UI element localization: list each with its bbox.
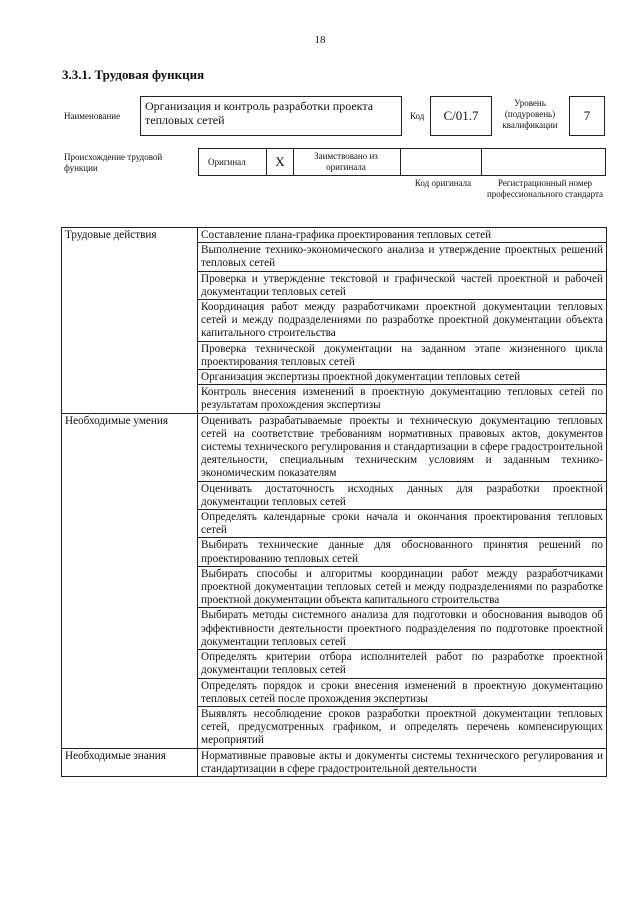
- level-value-box: [569, 96, 605, 136]
- section-item: Контроль внесения изменений в проектную документацию тепловых сетей по результатам прохождения экспертизы: [198, 385, 607, 413]
- name-label: Наименование: [64, 111, 121, 121]
- table-row: [62, 748, 607, 776]
- qualification-level: 7: [583, 108, 591, 123]
- section-item: Проверка и утверждение текстовой и графической частей проектной и рабочей документации тепловых сетей: [198, 271, 607, 299]
- section-title: Необходимые умения: [62, 413, 198, 748]
- code-original-label: Код оригинала: [414, 178, 472, 188]
- section-item: Выбирать способы и алгоритмы координации работ между разработчиками проектной документации тепловых сетей и между подразделениями по разработке проектной документации объекта капитального строительства: [198, 566, 607, 608]
- name-value-box: [140, 96, 402, 136]
- section-item: Определять календарные сроки начала и окончания проектирования тепловых сетей: [198, 510, 607, 538]
- section-title: Необходимые знания: [62, 748, 198, 776]
- borrowed-label: Заимствовано из оригинала: [314, 151, 378, 172]
- function-name: Организация и контроль разработки проекта тепловых сетей: [145, 99, 374, 127]
- section-item: Проверка технической документации на заданном этапе жизненного цикла проектирования тепловых сетей: [198, 341, 607, 369]
- original-mark: X: [275, 154, 285, 169]
- section-item: Выбирать методы системного анализа для подготовки и обоснования выводов об эффективности деятельности проектного подразделения по подготовке проектной документации тепловых сетей: [198, 608, 607, 650]
- reg-number-label: Регистрационный номер профессионального стандарта: [486, 178, 604, 199]
- section-item: Определять порядок и сроки внесения изменений в проектную документацию тепловых сетей после прохождения экспертизы: [198, 678, 607, 706]
- code-value-box: [430, 96, 492, 136]
- original-label: Оригинал: [208, 157, 246, 167]
- function-code: C/01.7: [443, 108, 479, 123]
- section-item: Нормативные правовые акты и документы системы технического регулирования и стандартизации в сфере градостроительной деятельности: [198, 748, 607, 776]
- section-item: Выполнение технико-экономического анализа и утверждение проектных решений тепловых сетей: [198, 243, 607, 271]
- section-item: Составление плана-графика проектирования тепловых сетей: [198, 228, 607, 243]
- page-number: 18: [314, 34, 326, 46]
- section-item: Координация работ между разработчиками проектной документации тепловых сетей и между подразделениями по разработке проектной документации объекта капитального строительства: [198, 300, 607, 342]
- code-label: Код: [410, 111, 425, 121]
- table-row: [62, 228, 607, 243]
- section-item: Оценивать разрабатываемые проекты и техническую документацию тепловых сетей на соответствие требованиям нормативных правовых актов, документов системы технического регулирования и стандартизации в сфере градостроительной деятельности, специальным техническим условиям и заданным технико-экономическим показателям: [198, 413, 607, 481]
- code-original-cell: [400, 148, 482, 176]
- section-item: Выбирать технические данные для обоснованного принятия решений по проектированию тепловых сетей: [198, 538, 607, 566]
- section-item: Выявлять несоблюдение сроков разработки проектной документации тепловых сетей, предусмотренных графиком, и определять перечень компенсирующих мероприятий: [198, 706, 607, 748]
- function-details-table: [61, 227, 607, 777]
- original-mark-cell: [266, 148, 294, 176]
- level-label: Уровень (подуровень) квалификации: [502, 98, 558, 130]
- section-item: Определять критерии отбора исполнителей работ по разработке проектной документации тепловых сетей: [198, 650, 607, 678]
- origin-label: Происхождение трудовой функции: [64, 152, 163, 173]
- section-item: Оценивать достаточность исходных данных для разработки проектной документации тепловых сетей: [198, 481, 607, 509]
- section-heading: 3.3.1. Трудовая функция: [62, 67, 205, 82]
- section-item: Организация экспертизы проектной документации тепловых сетей: [198, 370, 607, 385]
- section-title: Трудовые действия: [62, 228, 198, 414]
- table-row: [62, 413, 607, 481]
